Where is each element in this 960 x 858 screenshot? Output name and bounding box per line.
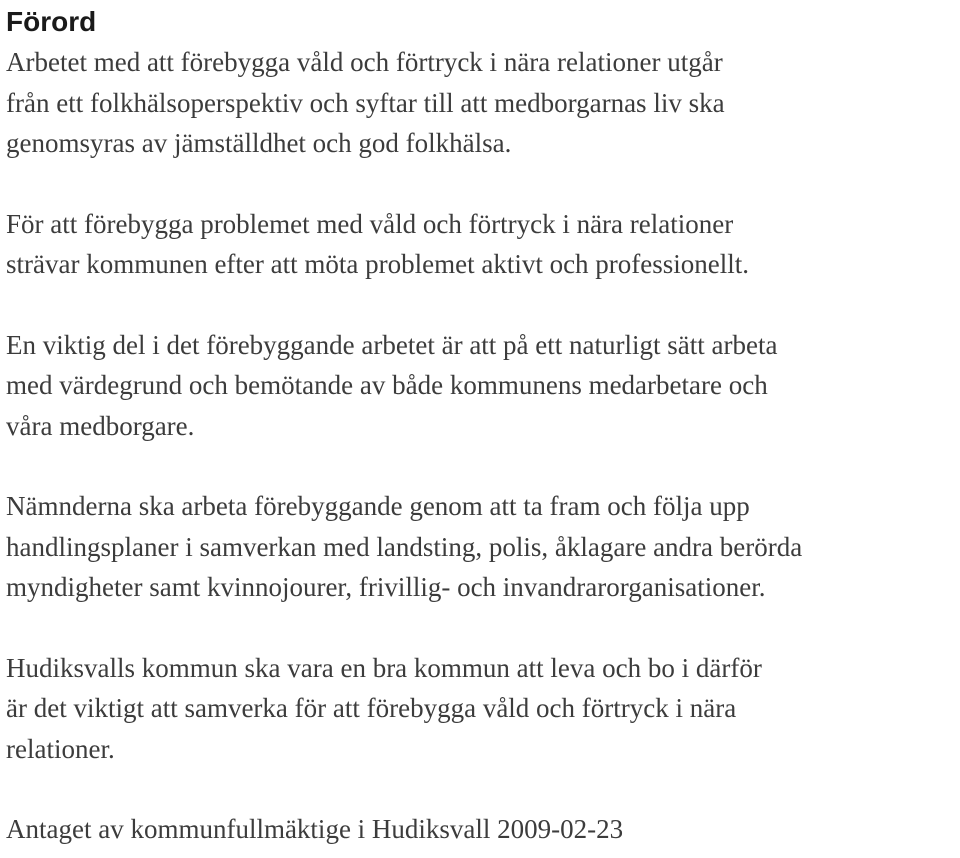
paragraph-line: relationer. — [6, 733, 115, 764]
paragraph-line: handlingsplaner i samverkan med landsting, polis, åklagare andra berörda — [6, 531, 803, 562]
paragraph-5 — [6, 648, 960, 770]
paragraph-gap — [6, 769, 960, 809]
paragraph-line: Arbetet med att förebygga våld och förtryck i nära relationer utgår — [6, 47, 723, 77]
paragraph-line: våra medborgare. — [6, 410, 195, 441]
paragraph-line: är det viktigt att samverka för att förebygga våld och förtryck i nära — [6, 693, 737, 723]
paragraph-line: Nämnderna ska arbeta förebyggande genom att ta fram och följa upp — [6, 491, 750, 521]
paragraph-gap — [6, 164, 960, 204]
adoption-note: Antaget av kommunfullmäktige i Hudiksvall 2009-02-23 — [6, 814, 624, 844]
paragraph-gap — [6, 446, 960, 486]
paragraph-gap — [6, 608, 960, 648]
page-title: Förord — [6, 6, 97, 37]
paragraph-line: För att förebygga problemet med våld och förtryck i nära relationer — [6, 208, 734, 239]
paragraph-1 — [6, 42, 960, 164]
paragraph-line: myndigheter samt kvinnojourer, frivillig- och invandrarorganisationer. — [6, 572, 766, 602]
paragraph-gap — [6, 285, 960, 325]
paragraph-line: Hudiksvalls kommun ska vara en bra kommun att leva och bo i därför — [6, 652, 762, 683]
paragraph-3 — [6, 325, 960, 447]
paragraph-line: strävar kommunen efter att möta problemet aktivt och professionellt. — [6, 249, 750, 279]
paragraph-line: En viktig del i det förebyggande arbetet är att på ett naturligt sätt arbeta — [6, 329, 778, 360]
paragraph-line: från ett folkhälsoperspektiv och syftar till att medborgarnas liv ska — [6, 87, 725, 118]
paragraph-4 — [6, 486, 960, 608]
paragraph-line: med värdegrund och bemötande av både kommunens medarbetare och — [6, 370, 768, 400]
paragraph-2 — [6, 204, 960, 285]
paragraph-line: genomsyras av jämställdhet och god folkhälsa. — [6, 128, 512, 158]
